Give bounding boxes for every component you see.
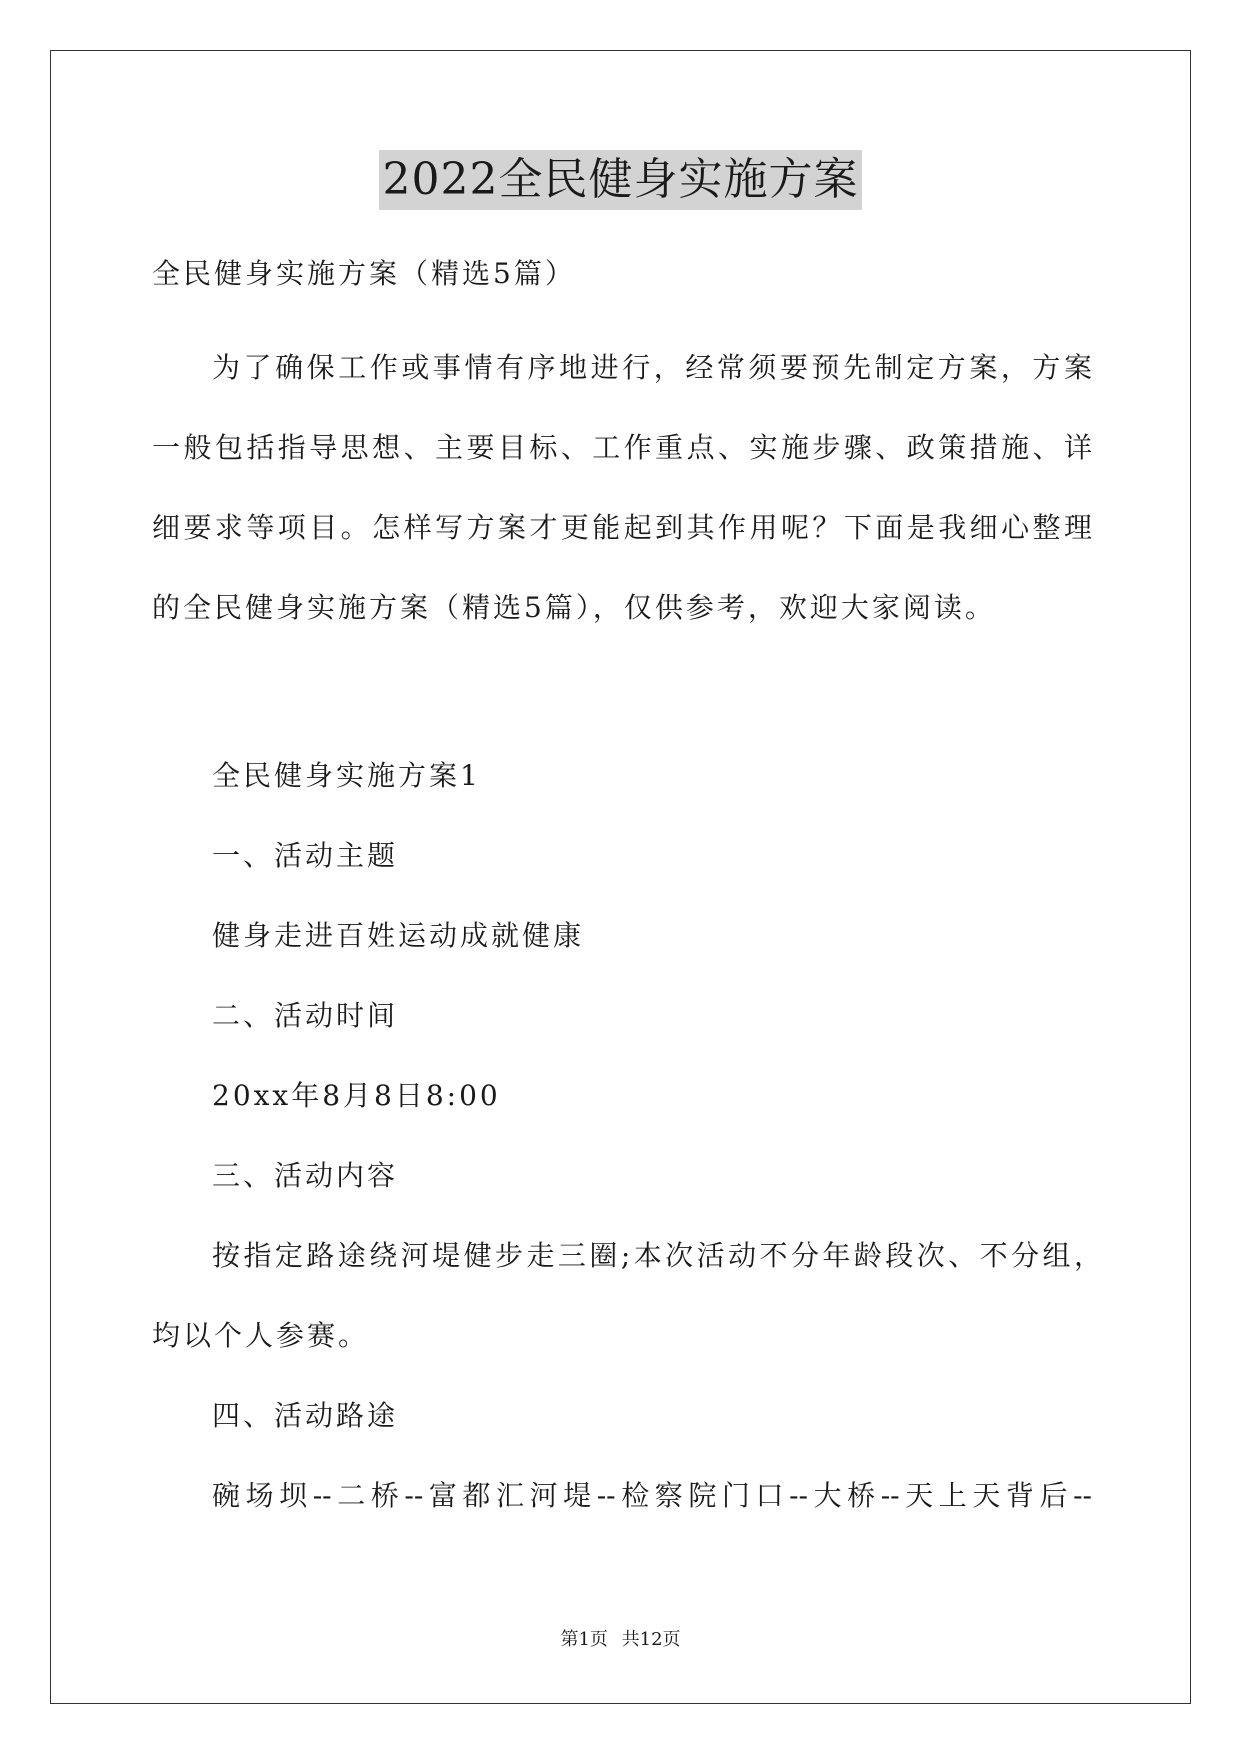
theme-text: 健身走进百姓运动成就健康 bbox=[212, 919, 585, 952]
intro-line-3: 细要求等项目。怎样写方案才更能起到其作用呢？下面是我细心整理 bbox=[152, 511, 1092, 544]
intro-line-4: 的全民健身实施方案（精选5篇），仅供参考，欢迎大家阅读。 bbox=[152, 591, 996, 624]
page-number: 第1页 bbox=[560, 1629, 608, 1650]
page-border bbox=[50, 50, 1191, 1704]
intro-line-2: 一般包括指导思想、主要目标、工作重点、实施步骤、政策措施、详 bbox=[152, 431, 1092, 464]
time-text: 20xx年8月8日8:00 bbox=[212, 1079, 501, 1112]
page-footer bbox=[0, 1628, 1241, 1652]
route-text: 碗场坝--二桥--富都汇河堤--检察院门口--大桥--天上天背后-- bbox=[212, 1479, 1092, 1512]
document-subtitle: 全民健身实施方案（精选5篇） bbox=[152, 257, 576, 290]
content-line-2: 均以个人参赛。 bbox=[152, 1319, 370, 1352]
intro-line-1: 为了确保工作或事情有序地进行，经常须要预先制定方案，方案 bbox=[212, 351, 1092, 384]
heading-theme: 一、活动主题 bbox=[212, 839, 399, 872]
heading-content: 三、活动内容 bbox=[212, 1159, 399, 1192]
page-total: 共12页 bbox=[621, 1629, 681, 1650]
heading-route: 四、活动路途 bbox=[212, 1399, 399, 1432]
heading-time: 二、活动时间 bbox=[212, 999, 399, 1032]
content-line-1: 按指定路途绕河堤健步走三圈;本次活动不分年龄段次、不分组， bbox=[212, 1239, 1102, 1272]
title-container bbox=[0, 150, 1241, 210]
document-title: 2022全民健身实施方案 bbox=[379, 150, 863, 210]
section-title: 全民健身实施方案1 bbox=[212, 759, 481, 792]
